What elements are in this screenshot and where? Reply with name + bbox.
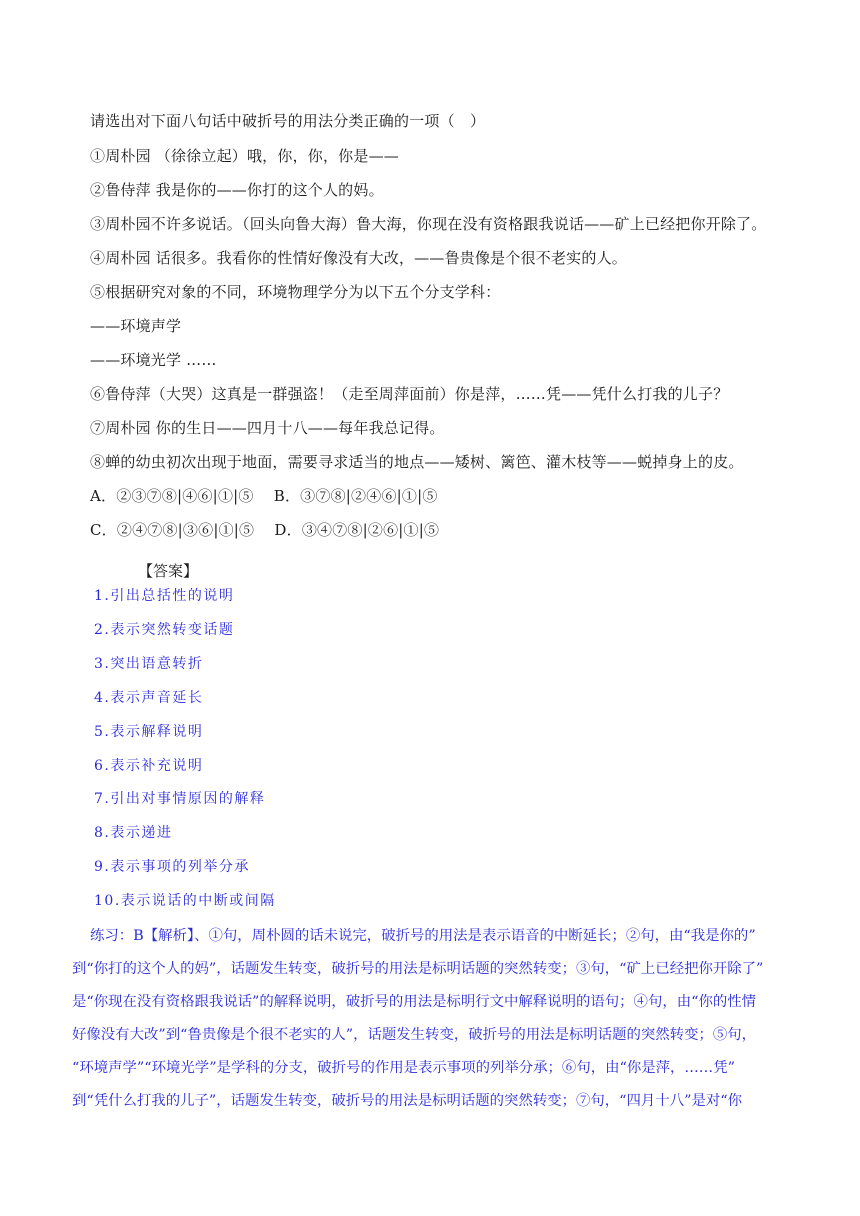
question-stem: 请选出对下面八句话中破折号的用法分类正确的一项（ ）	[90, 112, 486, 130]
explanation-line: 到“凭什么打我的儿子”，话题发生转变，破折号的用法是标明话题的突然转变；⑦句，“四月十八”是对“你	[72, 1093, 742, 1109]
sentence-8: ⑧蝉的幼虫初次出现于地面，需要寻求适当的地点——矮树、篱笆、灌木枝等——蜕掉身上的皮。	[90, 453, 744, 471]
explanation-line: “环境声学”“环境光学”是学科的分支，破折号的作用是表示事项的列举分承；⑥句，由“你是萍，……凭”	[72, 1060, 735, 1076]
sentence-4: ④周朴园 话很多。我看你的性情好像没有大改，——鲁贵像是个很不老实的人。	[90, 249, 627, 267]
options-a-b: A．②③⑦⑧|④⑥|①|⑤ B．③⑦⑧|②④⑥|①|⑤	[90, 487, 438, 505]
explanation-line: 到“你打的这个人的妈”，话题发生转变，破折号的用法是标明话题的突然转变；③句，“矿上已经把你开除了”	[72, 961, 764, 977]
answer-item: 10.表示说话的中断或间隔	[94, 893, 276, 909]
answer-item: 7.引出对事情原因的解释	[94, 791, 266, 807]
answer-item: 4.表示声音延长	[94, 690, 204, 706]
sentence-1: ①周朴园 （徐徐立起）哦，你，你，你是——	[90, 147, 399, 165]
explanation-line: 是“你现在没有资格跟我说话”的解释说明，破折号的用法是标明行文中解释说明的语句；④句，由“你的性情	[72, 994, 757, 1010]
answer-item: 9.表示事项的列举分承	[94, 859, 250, 875]
sentence-5: ⑤根据研究对象的不同，环境物理学分为以下五个分支学科：	[90, 283, 501, 301]
answer-heading: 【答案】	[138, 562, 199, 580]
sentence-5-item-2: ——环境光学 ……	[90, 351, 217, 369]
sentence-3: ③周朴园不许多说话。（回头向鲁大海）鲁大海，你现在没有资格跟我说话——矿上已经把你开除了。	[90, 215, 767, 233]
answer-item: 3.突出语意转折	[94, 656, 204, 672]
options-c-d: C．②④⑦⑧|③⑥|①|⑤ D．③④⑦⑧|②⑥|①|⑤	[90, 521, 440, 539]
answer-item: 8.表示递进	[94, 825, 173, 841]
answer-item: 6.表示补充说明	[94, 758, 204, 774]
sentence-2: ②鲁侍萍 我是你的——你打的这个人的妈。	[90, 181, 384, 199]
sentence-7: ⑦周朴园 你的生日——四月十八——每年我总记得。	[90, 419, 445, 437]
explanation-line: 练习：B【解析】、①句，周朴圆的话未说完，破折号的用法是表示语音的中断延长；②句，由“我是你的”	[90, 928, 756, 944]
explanation-line: 好像没有大改”到“鲁贵像是个很不老实的人”，话题发生转变，破折号的用法是标明话题的突然转变；⑤句，	[72, 1027, 757, 1043]
answer-item: 5.表示解释说明	[94, 724, 204, 740]
sentence-6: ⑥鲁侍萍（大哭）这真是一群强盗！（走至周萍面前）你是萍，……凭——凭什么打我的儿子？	[90, 385, 729, 403]
sentence-5-item-1: ——环境声学	[90, 317, 182, 335]
answer-item: 1.引出总括性的说明	[94, 588, 235, 604]
answer-item: 2.表示突然转变话题	[94, 622, 235, 638]
